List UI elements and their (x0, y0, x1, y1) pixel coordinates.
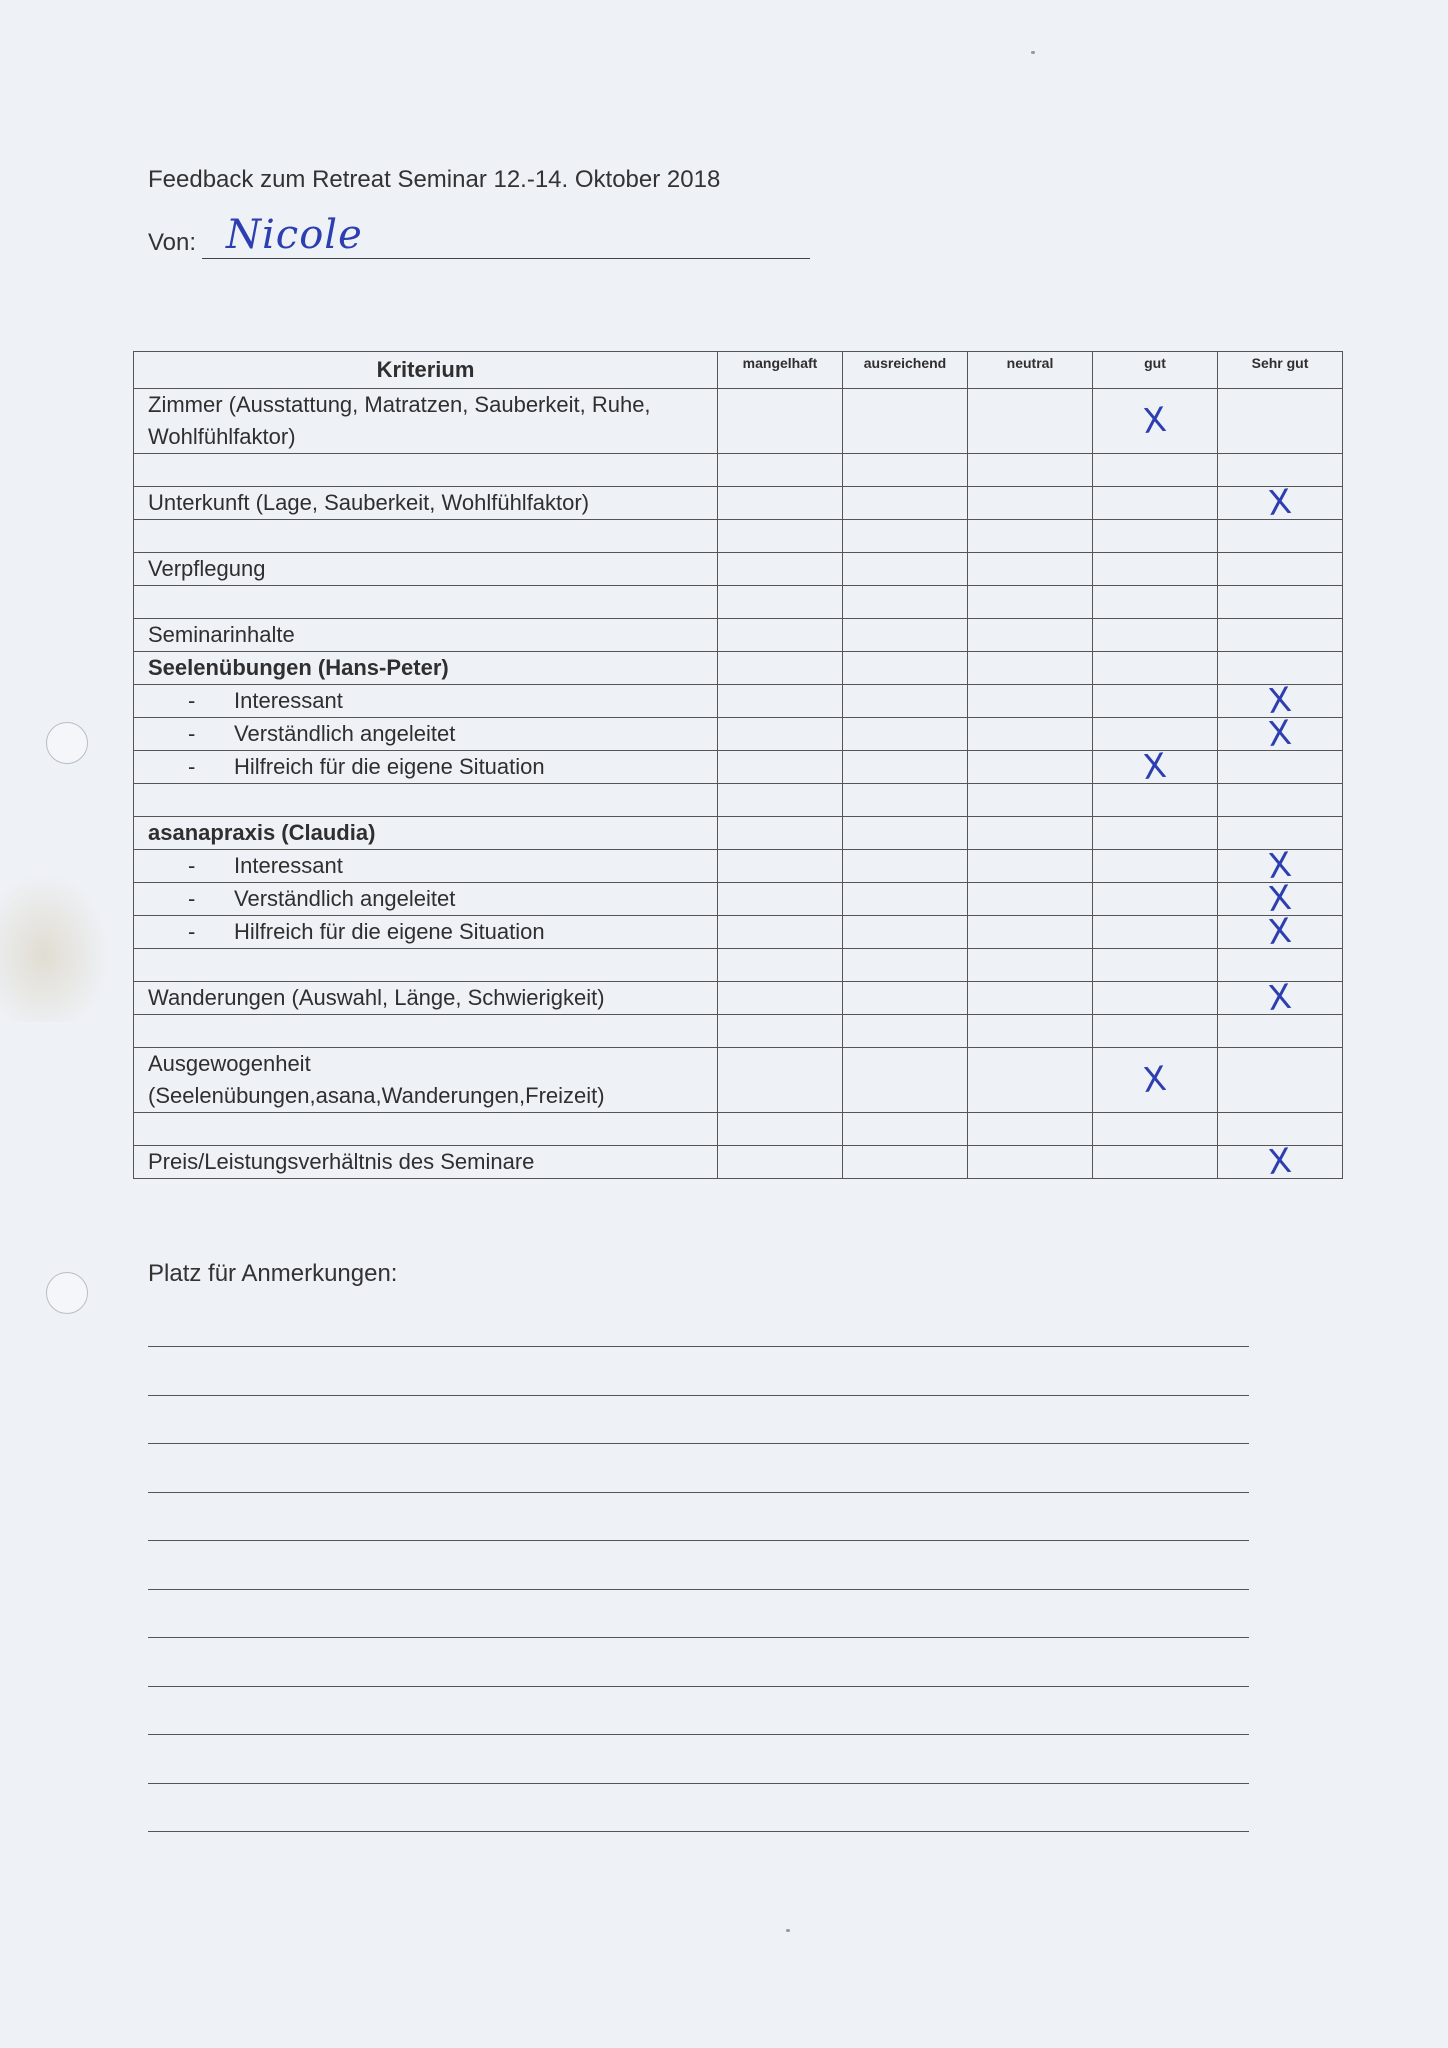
handwritten-signature: Nicole (226, 212, 363, 258)
rating-cell[interactable] (843, 454, 968, 487)
rating-cell[interactable] (1093, 718, 1218, 751)
paper-speck (1031, 51, 1035, 54)
cross-mark-icon: X (1266, 712, 1294, 755)
bullet-dash: - (188, 754, 196, 779)
rating-cell[interactable] (968, 652, 1093, 685)
table-row (134, 784, 1343, 817)
note-line[interactable] (148, 1492, 1249, 1493)
rating-cell[interactable] (1218, 652, 1343, 685)
rating-cell[interactable] (843, 784, 968, 817)
criterion-cell (134, 1048, 718, 1113)
rating-cell[interactable] (718, 619, 843, 652)
criterion-label: Seminarinhalte (148, 622, 295, 647)
rating-cell[interactable] (718, 916, 843, 949)
rating-cell[interactable] (968, 916, 1093, 949)
rating-cell[interactable] (968, 389, 1093, 454)
cross-mark-icon: X (1266, 877, 1294, 920)
rating-cell[interactable] (718, 718, 843, 751)
rating-cell[interactable] (843, 389, 968, 454)
rating-cell[interactable] (1093, 586, 1218, 619)
criterion-label: Unterkunft (Lage, Sauberkeit, Wohlfühlfaktor) (148, 490, 590, 515)
rating-cell[interactable] (843, 718, 968, 751)
note-line[interactable] (148, 1443, 1249, 1444)
rating-cell[interactable] (843, 817, 968, 850)
rating-cell[interactable] (718, 454, 843, 487)
rating-cell[interactable] (1218, 553, 1343, 586)
rating-cell[interactable] (843, 586, 968, 619)
rating-cell[interactable] (843, 652, 968, 685)
criterion-label: Zimmer (Ausstattung, Matratzen, Sauberkeit, Ruhe, Wohlfühlfaktor) (148, 392, 651, 449)
rating-cell[interactable] (968, 850, 1093, 883)
rating-cell[interactable] (968, 817, 1093, 850)
rating-cell[interactable] (1093, 1146, 1218, 1179)
rating-cell[interactable] (1093, 949, 1218, 982)
rating-cell[interactable] (968, 751, 1093, 784)
note-line[interactable] (148, 1686, 1249, 1687)
spacer-cell (134, 520, 718, 553)
rating-cell[interactable] (1093, 883, 1218, 916)
cross-mark-icon: X (1141, 399, 1169, 442)
rating-cell[interactable] (843, 982, 968, 1015)
criterion-cell (134, 553, 718, 586)
rating-cell[interactable] (718, 389, 843, 454)
table-row (134, 949, 1343, 982)
note-line[interactable] (148, 1734, 1249, 1735)
table-header-row (134, 352, 1343, 389)
rating-cell[interactable] (1218, 949, 1343, 982)
rating-table-body (134, 389, 1343, 1183)
criterion-label: Verständlich angeleitet (234, 721, 456, 746)
rating-cell[interactable] (1218, 1113, 1343, 1146)
rating-cell[interactable] (1093, 784, 1218, 817)
criterion-cell (134, 619, 718, 652)
rating-cell[interactable] (968, 553, 1093, 586)
header-kriterium: Kriterium (134, 352, 718, 389)
table-row (134, 487, 1343, 520)
header-neutral: neutral (968, 352, 1093, 389)
rating-cell[interactable] (1093, 817, 1218, 850)
table-row (134, 850, 1343, 883)
rating-cell[interactable] (843, 1146, 968, 1179)
rating-cell[interactable] (1093, 1048, 1218, 1113)
criterion-label: Interessant (234, 688, 343, 713)
rating-cell[interactable] (968, 1113, 1093, 1146)
criterion-cell (134, 685, 718, 718)
table-row (134, 1113, 1343, 1146)
rating-cell[interactable] (968, 718, 1093, 751)
rating-cell[interactable] (1093, 553, 1218, 586)
rating-cell[interactable] (1093, 1113, 1218, 1146)
paper-stain (0, 872, 110, 1022)
criterion-label: Hilfreich für die eigene Situation (234, 754, 545, 779)
rating-cell[interactable] (718, 553, 843, 586)
rating-cell[interactable] (1093, 487, 1218, 520)
rating-cell[interactable] (718, 1048, 843, 1113)
punch-hole-top (46, 722, 88, 764)
rating-cell[interactable] (843, 553, 968, 586)
paper-speck (786, 1929, 790, 1932)
rating-cell[interactable] (1093, 982, 1218, 1015)
rating-cell[interactable] (968, 487, 1093, 520)
table-row (134, 751, 1343, 784)
spacer-cell (134, 949, 718, 982)
rating-cell[interactable] (968, 949, 1093, 982)
rating-cell[interactable] (1218, 1140, 1343, 1183)
rating-cell[interactable] (968, 454, 1093, 487)
header-mangelhaft: mangelhaft (718, 352, 843, 389)
criterion-label: asanapraxis (Claudia) (148, 820, 376, 845)
rating-cell[interactable] (968, 685, 1093, 718)
criterion-label: Ausgewogenheit (Seelenübungen,asana,Wanderungen,Freizeit) (148, 1051, 605, 1108)
rating-cell[interactable] (718, 784, 843, 817)
table-row (134, 916, 1343, 949)
table-row (134, 389, 1343, 454)
criterion-cell (134, 652, 718, 685)
rating-cell[interactable] (1218, 751, 1343, 784)
rating-cell[interactable] (843, 520, 968, 553)
rating-cell[interactable] (718, 1146, 843, 1179)
rating-cell[interactable] (1218, 1015, 1343, 1048)
rating-cell[interactable] (843, 1015, 968, 1048)
table-row (134, 883, 1343, 916)
criterion-cell (134, 817, 718, 850)
criterion-label: Verpflegung (148, 556, 266, 581)
criterion-cell (134, 850, 718, 883)
table-row (134, 520, 1343, 553)
rating-cell[interactable] (1218, 619, 1343, 652)
rating-cell[interactable] (718, 949, 843, 982)
rating-cell[interactable] (1093, 1015, 1218, 1048)
rating-cell[interactable] (843, 916, 968, 949)
criterion-label: Interessant (234, 853, 343, 878)
criterion-cell (134, 1146, 718, 1179)
rating-cell[interactable] (718, 586, 843, 619)
table-row (134, 1146, 1343, 1179)
criterion-label: Verständlich angeleitet (234, 886, 456, 911)
cross-mark-icon: X (1266, 481, 1294, 524)
rating-cell[interactable] (1093, 454, 1218, 487)
spacer-cell (134, 1015, 718, 1048)
von-signature-line (202, 258, 810, 259)
rating-cell[interactable] (718, 850, 843, 883)
criterion-cell (134, 982, 718, 1015)
note-line[interactable] (148, 1589, 1249, 1590)
rating-cell[interactable] (718, 652, 843, 685)
criterion-cell (134, 916, 718, 949)
cross-mark-icon: X (1141, 1058, 1169, 1101)
table-row (134, 817, 1343, 850)
header-gut: gut (1093, 352, 1218, 389)
rating-cell[interactable] (718, 685, 843, 718)
cross-mark-icon: X (1266, 910, 1294, 953)
rating-cell[interactable] (1218, 910, 1343, 953)
rating-cell[interactable] (968, 619, 1093, 652)
criterion-cell (134, 389, 718, 454)
note-line[interactable] (148, 1346, 1249, 1347)
rating-cell[interactable] (843, 487, 968, 520)
note-line[interactable] (148, 1783, 1249, 1784)
bullet-dash: - (188, 919, 196, 944)
cross-mark-icon: X (1266, 679, 1294, 722)
table-row (134, 652, 1343, 685)
rating-cell[interactable] (1218, 817, 1343, 850)
rating-cell[interactable] (968, 1048, 1093, 1113)
rating-cell[interactable] (968, 982, 1093, 1015)
rating-cell[interactable] (718, 520, 843, 553)
rating-cell[interactable] (968, 586, 1093, 619)
table-row (134, 982, 1343, 1015)
rating-cell[interactable] (968, 520, 1093, 553)
bullet-dash: - (188, 688, 196, 713)
von-label: Von: (148, 229, 197, 256)
rating-cell[interactable] (1218, 1048, 1343, 1113)
rating-cell[interactable] (1218, 389, 1343, 454)
rating-cell[interactable] (968, 1015, 1093, 1048)
rating-cell[interactable] (843, 883, 968, 916)
rating-cell[interactable] (1218, 877, 1343, 920)
criterion-label: Wanderungen (Auswahl, Länge, Schwierigkeit) (148, 985, 605, 1010)
rating-cell[interactable] (1093, 685, 1218, 718)
note-line[interactable] (148, 1540, 1249, 1541)
criterion-cell (134, 751, 718, 784)
notes-label: Platz für Anmerkungen: (148, 1260, 398, 1287)
note-line[interactable] (148, 1395, 1249, 1396)
rating-cell[interactable] (843, 949, 968, 982)
criterion-label: Seelenübungen (Hans-Peter) (148, 655, 449, 680)
spacer-cell (134, 454, 718, 487)
note-line[interactable] (148, 1831, 1249, 1832)
rating-cell[interactable] (1093, 916, 1218, 949)
rating-cell[interactable] (843, 1048, 968, 1113)
cross-mark-icon: X (1266, 976, 1294, 1019)
rating-cell[interactable] (1093, 520, 1218, 553)
criterion-cell (134, 883, 718, 916)
bullet-dash: - (188, 886, 196, 911)
rating-cell[interactable] (1093, 389, 1218, 454)
cross-mark-icon: X (1141, 745, 1169, 788)
rating-cell[interactable] (1218, 679, 1343, 722)
rating-cell[interactable] (718, 1113, 843, 1146)
note-line[interactable] (148, 1637, 1249, 1638)
rating-cell[interactable] (718, 1015, 843, 1048)
criterion-cell (134, 718, 718, 751)
cross-mark-icon: X (1266, 1140, 1294, 1183)
table-row (134, 685, 1343, 718)
table-row (134, 619, 1343, 652)
rating-cell[interactable] (1218, 976, 1343, 1019)
rating-cell[interactable] (1093, 850, 1218, 883)
rating-cell[interactable] (843, 685, 968, 718)
spacer-cell (134, 586, 718, 619)
rating-cell[interactable] (843, 619, 968, 652)
criterion-label: Hilfreich für die eigene Situation (234, 919, 545, 944)
rating-cell[interactable] (1218, 784, 1343, 817)
punch-hole-bottom (46, 1272, 88, 1314)
table-row (134, 553, 1343, 586)
rating-cell[interactable] (968, 784, 1093, 817)
rating-cell[interactable] (1218, 586, 1343, 619)
rating-cell[interactable] (1218, 712, 1343, 755)
rating-cell[interactable] (843, 850, 968, 883)
rating-cell[interactable] (718, 982, 843, 1015)
rating-cell[interactable] (968, 1146, 1093, 1179)
rating-cell[interactable] (843, 1113, 968, 1146)
rating-cell[interactable] (718, 751, 843, 784)
rating-cell[interactable] (1218, 454, 1343, 487)
spacer-cell (134, 784, 718, 817)
rating-cell[interactable] (843, 751, 968, 784)
rating-cell[interactable] (968, 883, 1093, 916)
table-row (134, 1048, 1343, 1113)
bullet-dash: - (188, 853, 196, 878)
criterion-label: Preis/Leistungsverhältnis des Seminare (148, 1149, 535, 1174)
rating-cell[interactable] (718, 817, 843, 850)
header-ausreichend: ausreichend (843, 352, 968, 389)
criterion-cell (134, 487, 718, 520)
rating-table (133, 351, 1343, 1183)
rating-cell[interactable] (1093, 652, 1218, 685)
rating-cell[interactable] (718, 883, 843, 916)
rating-cell[interactable] (718, 487, 843, 520)
cross-mark-icon: X (1266, 844, 1294, 887)
spacer-cell (134, 1113, 718, 1146)
table-row (134, 586, 1343, 619)
header-sehr-gut: Sehr gut (1218, 352, 1343, 389)
form-title: Feedback zum Retreat Seminar 12.-14. Oktober 2018 (148, 166, 721, 193)
table-row (134, 454, 1343, 487)
rating-cell[interactable] (1218, 844, 1343, 887)
rating-cell[interactable] (1093, 745, 1218, 788)
rating-cell[interactable] (1093, 619, 1218, 652)
table-row (134, 1015, 1343, 1048)
bullet-dash: - (188, 721, 196, 746)
rating-cell[interactable] (1218, 481, 1343, 524)
rating-cell[interactable] (1218, 520, 1343, 553)
